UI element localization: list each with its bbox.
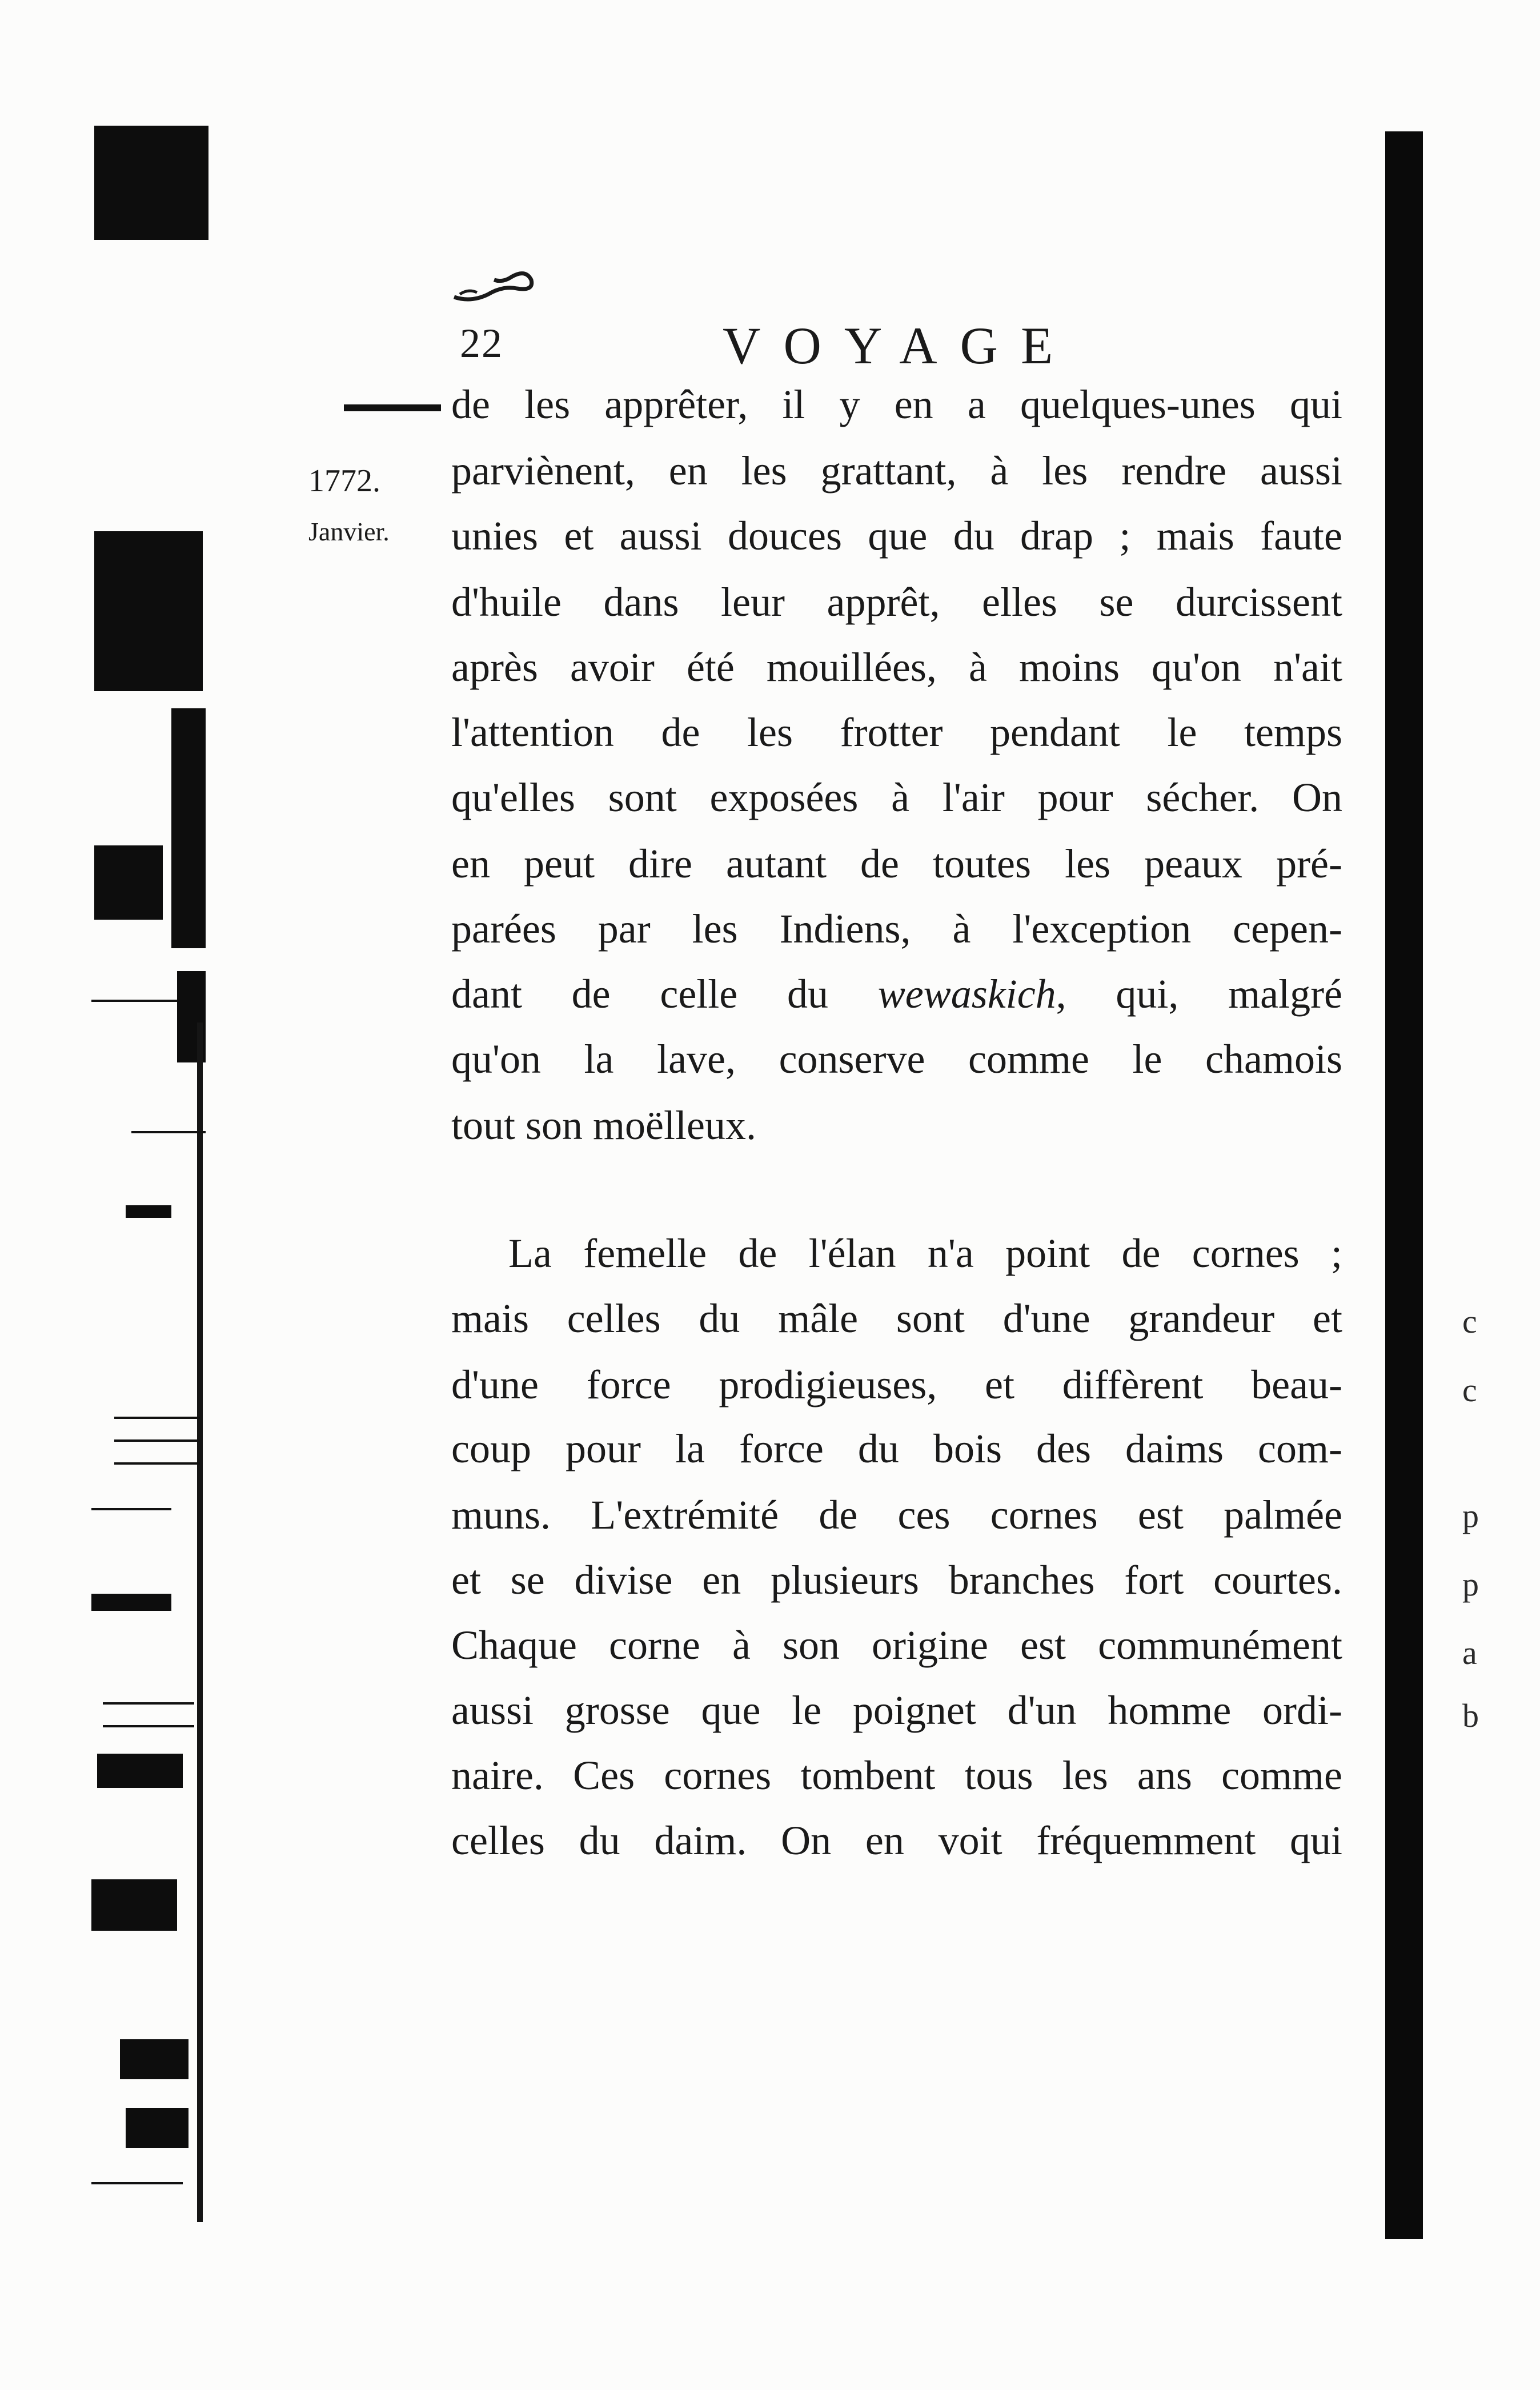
text-line: parviènent, en les grattant, à les rendre aussi: [451, 448, 1342, 494]
text-run: dant de celle du: [451, 971, 878, 1017]
text-line: La femelle de l'élan n'a point de cornes ;: [508, 1230, 1342, 1276]
right-edge-band: [1385, 131, 1423, 2239]
text-line: qu'on la lave, conserve comme le chamois: [451, 1036, 1342, 1082]
text-line: muns. L'extrémité de ces cornes est palmée: [451, 1492, 1342, 1538]
text-line: Chaque corne à son origine est communément: [451, 1622, 1342, 1668]
bleed-letter: a: [1462, 1634, 1477, 1671]
text-line: d'une force prodigieuses, et diffèrent beau-: [451, 1362, 1342, 1407]
text-line: de les apprêter, il y en a quelques-unes qui: [451, 382, 1342, 427]
margin-year: 1772.: [308, 463, 380, 499]
text-line: celles du daim. On en voit fréquemment qui: [451, 1818, 1342, 1863]
bleed-letter: b: [1462, 1697, 1479, 1734]
text-line: parées par les Indiens, à l'exception cepen-: [451, 906, 1342, 952]
margin-rule: [344, 404, 441, 411]
text-line: et se divise en plusieurs branches fort courtes.: [451, 1557, 1342, 1603]
text-line: en peut dire autant de toutes les peaux pré-: [451, 841, 1342, 887]
text-line: mais celles du mâle sont d'une grandeur et: [451, 1296, 1342, 1341]
text-line: naire. Ces cornes tombent tous les ans comme: [451, 1753, 1342, 1798]
text-line: l'attention de les frotter pendant le temps: [451, 709, 1342, 755]
text-line: après avoir été mouillées, à moins qu'on n'ait: [451, 644, 1342, 690]
bleed-letter: p: [1462, 1497, 1479, 1534]
text-line: d'huile dans leur apprêt, elles se durcissent: [451, 579, 1342, 625]
text-line: coup pour la force du bois des daims com-: [451, 1426, 1342, 1471]
bleed-letter: c: [1462, 1303, 1477, 1340]
printer-ornament-icon: [448, 263, 540, 308]
binding-scan-artifacts: [91, 126, 211, 2239]
bleed-letter: p: [1462, 1566, 1479, 1603]
page-number: 22: [460, 320, 503, 366]
text-line: tout son moëlleux.: [451, 1102, 756, 1148]
text-line: unies et aussi douces que du drap ; mais faute: [451, 513, 1342, 559]
margin-month: Janvier.: [308, 517, 390, 546]
text-run: , qui, malgré: [1056, 971, 1343, 1017]
text-line: qu'elles sont exposées à l'air pour sécher. On: [451, 775, 1342, 820]
text-line: aussi grosse que le poignet d'un homme ordi-: [451, 1687, 1342, 1733]
running-head: VOYAGE: [723, 316, 1076, 375]
italic-term: wewaskich: [877, 971, 1056, 1017]
text-line: [451, 971, 1343, 1017]
bleed-letter: c: [1462, 1372, 1477, 1409]
